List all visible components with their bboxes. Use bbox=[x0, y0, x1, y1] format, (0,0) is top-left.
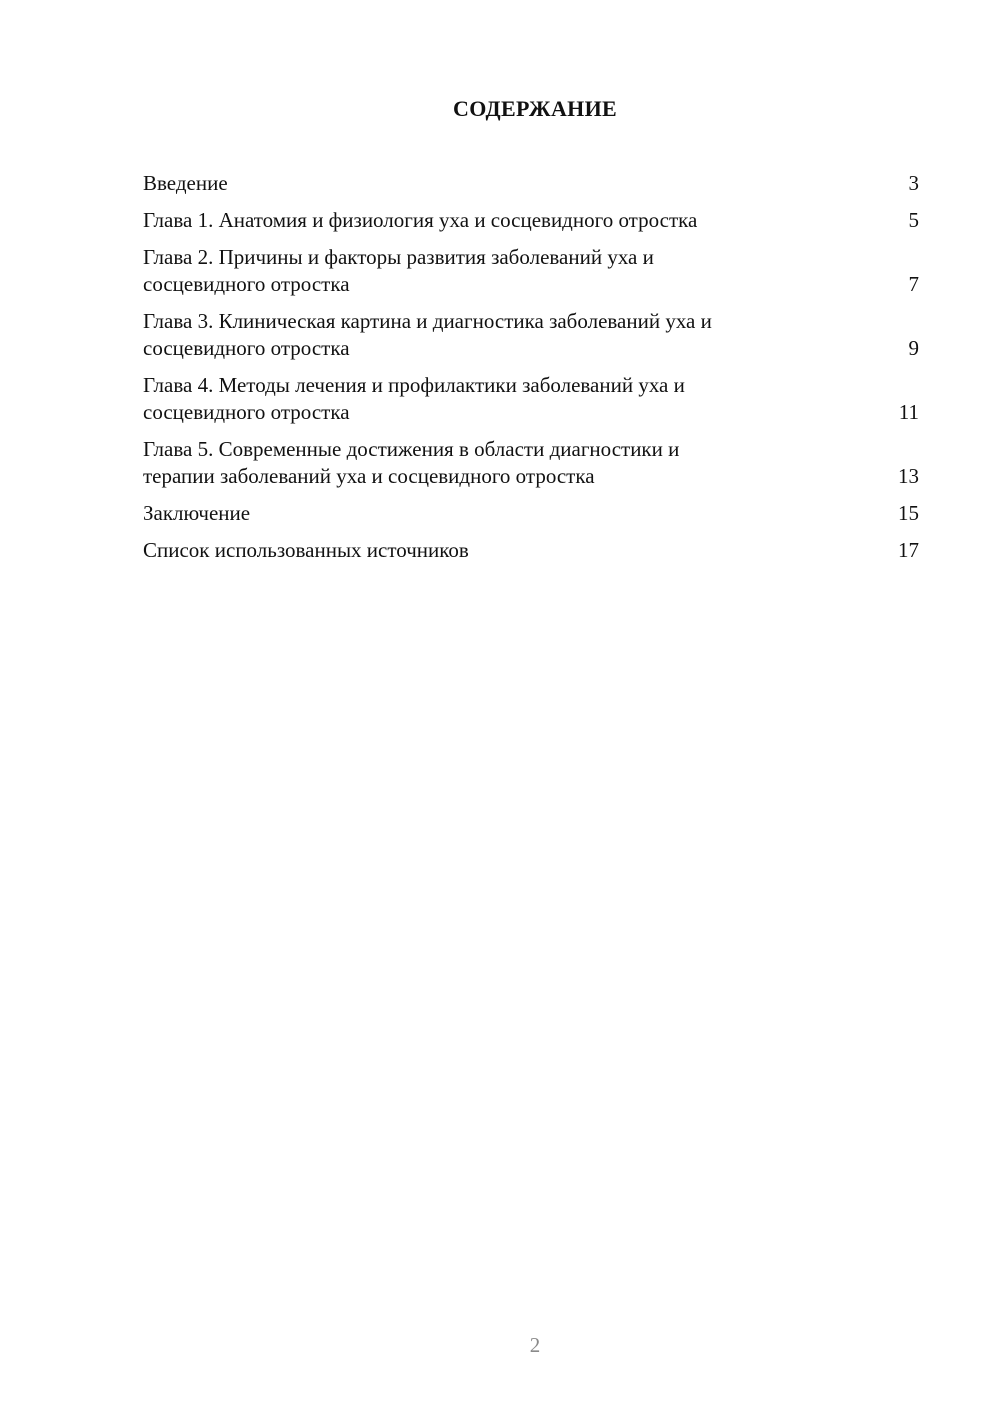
toc-entry-label bbox=[143, 537, 889, 564]
toc-entry-chapter-5 bbox=[143, 436, 919, 490]
toc-entry-page: 15 bbox=[898, 501, 919, 525]
toc-entry-page: 9 bbox=[908, 336, 919, 360]
toc-entry-conclusion bbox=[143, 500, 919, 527]
toc-entry-label-line: Глава 3. Клиническая картина и диагностика заболеваний уха и bbox=[143, 309, 712, 333]
toc-entry-label-line: терапии заболеваний уха и сосцевидного отростка bbox=[143, 464, 595, 488]
toc-entry-label bbox=[143, 244, 889, 298]
toc-entry-page: 17 bbox=[898, 538, 919, 562]
toc-entry-label-line: Введение bbox=[143, 171, 228, 195]
toc-entry-page: 5 bbox=[908, 208, 919, 232]
toc-entry-page: 7 bbox=[908, 272, 919, 296]
toc-entry-label bbox=[143, 308, 889, 362]
toc-entry-chapter-1 bbox=[143, 207, 919, 234]
toc-entry-label-line: сосцевидного отростка bbox=[143, 400, 350, 424]
toc-entry-chapter-4 bbox=[143, 372, 919, 426]
toc-entry-label-line: сосцевидного отростка bbox=[143, 336, 350, 360]
toc-entry-label-line: Глава 4. Методы лечения и профилактики заболеваний уха и bbox=[143, 373, 685, 397]
toc-entry-label-line: Глава 2. Причины и факторы развития заболеваний уха и bbox=[143, 245, 654, 269]
toc-entry-label bbox=[143, 372, 889, 426]
toc-entry-label bbox=[143, 170, 889, 197]
toc-entry-label-line: Глава 1. Анатомия и физиология уха и сосцевидного отростка bbox=[143, 208, 698, 232]
toc-entry-page: 3 bbox=[908, 171, 919, 195]
toc-entry-chapter-2 bbox=[143, 244, 919, 298]
toc-entry-label bbox=[143, 436, 889, 490]
toc-entry-label bbox=[143, 207, 889, 234]
table-of-contents bbox=[143, 170, 919, 574]
toc-entry-label-line: Глава 5. Современные достижения в области диагностики и bbox=[143, 437, 680, 461]
toc-entry-introduction bbox=[143, 170, 919, 197]
toc-entry-label bbox=[143, 500, 889, 527]
toc-entry-label-line: Заключение bbox=[143, 501, 251, 525]
page-title: СОДЕРЖАНИЕ bbox=[453, 96, 617, 121]
toc-entry-label-line: сосцевидного отростка bbox=[143, 272, 350, 296]
page-number: 2 bbox=[529, 1333, 541, 1357]
toc-entry-page: 13 bbox=[898, 464, 919, 488]
toc-entry-chapter-3 bbox=[143, 308, 919, 362]
toc-entry-page: 11 bbox=[898, 400, 919, 424]
toc-entry-label-line: Список использованных источников bbox=[143, 538, 469, 562]
toc-entry-references bbox=[143, 537, 919, 564]
